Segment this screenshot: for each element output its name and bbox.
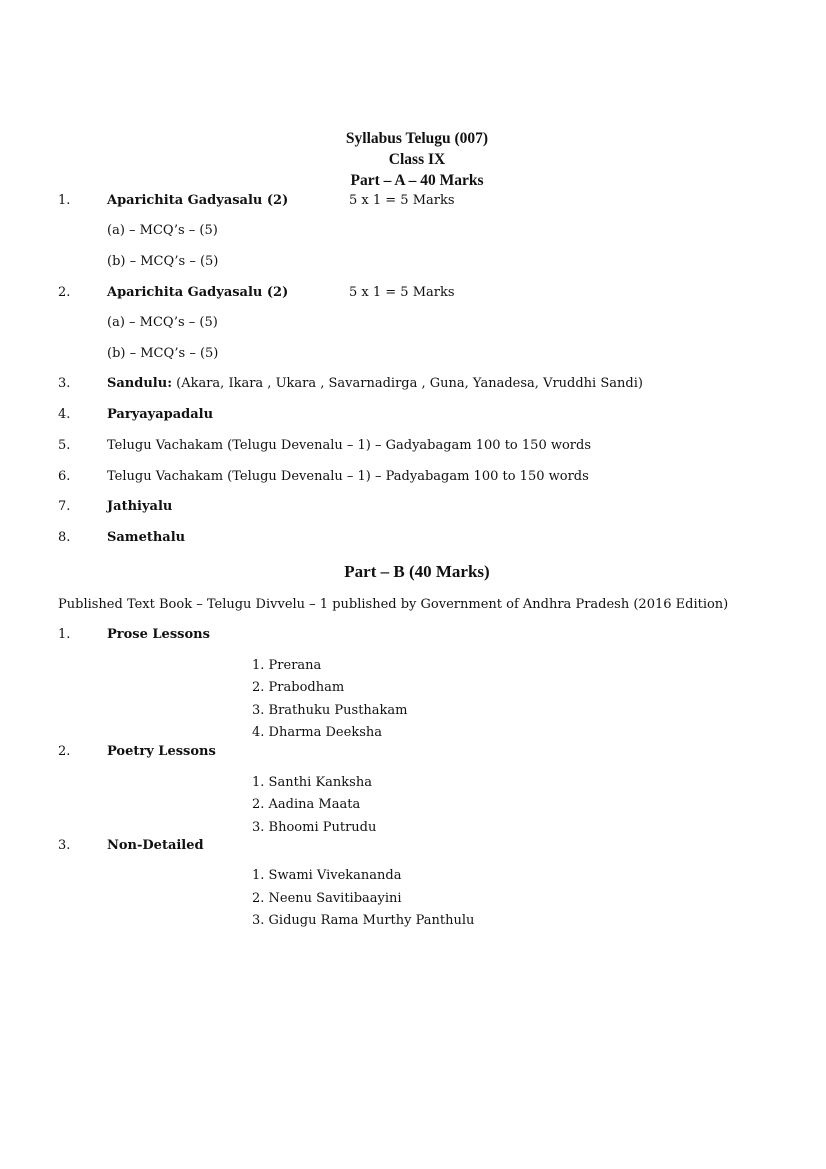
section-number: 1. bbox=[58, 627, 71, 642]
item-label: Jathiyalu bbox=[107, 499, 173, 514]
item-label: Paryayapadalu bbox=[107, 407, 214, 422]
item-number: 1. bbox=[58, 193, 71, 208]
published-text-book: Published Text Book – Telugu Divvelu – 1 published by Government of Andhra Pradesh (2016 Edition) bbox=[58, 597, 729, 612]
lesson-item: 2. Neenu Savitibaayini bbox=[252, 891, 402, 906]
section-label: Prose Lessons bbox=[107, 627, 210, 642]
sub-item: (a) – MCQ’s – (5) bbox=[107, 223, 218, 238]
item-number: 2. bbox=[58, 285, 71, 300]
item-number: 5. bbox=[58, 438, 71, 453]
lesson-item: 1. Swami Vivekananda bbox=[252, 868, 402, 883]
document-title: Syllabus Telugu (007) bbox=[345, 130, 489, 147]
section-label: Non-Detailed bbox=[107, 838, 204, 853]
item-label: Sandulu: bbox=[107, 376, 172, 391]
item-number: 3. bbox=[58, 376, 71, 391]
section-number: 3. bbox=[58, 838, 71, 853]
item-number: 8. bbox=[58, 530, 71, 545]
lesson-item: 2. Prabodham bbox=[252, 680, 345, 695]
lesson-item: 1. Santhi Kanksha bbox=[252, 775, 372, 790]
part-a-heading: Part – A – 40 Marks bbox=[350, 172, 484, 189]
sub-item: (a) – MCQ’s – (5) bbox=[107, 315, 218, 330]
lesson-item: 3. Gidugu Rama Murthy Panthulu bbox=[252, 913, 475, 928]
lesson-item: 2. Aadina Maata bbox=[252, 797, 361, 812]
item-text: Telugu Vachakam (Telugu Devenalu – 1) – Padyabagam 100 to 150 words bbox=[107, 469, 589, 484]
item-label: Samethalu bbox=[107, 530, 186, 545]
sub-item: (b) – MCQ’s – (5) bbox=[107, 346, 219, 361]
class-heading: Class IX bbox=[388, 151, 446, 168]
item-detail: (Akara, Ikara , Ukara , Savarnadirga , Guna, Yanadesa, Vruddhi Sandi) bbox=[172, 376, 643, 391]
item-marks: 5 x 1 = 5 Marks bbox=[349, 193, 455, 208]
part-b-heading: Part – B (40 Marks) bbox=[344, 562, 490, 581]
section-number: 2. bbox=[58, 744, 71, 759]
section-label: Poetry Lessons bbox=[107, 744, 216, 759]
item-label: Aparichita Gadyasalu (2) bbox=[107, 193, 289, 208]
lesson-item: 3. Bhoomi Putrudu bbox=[252, 820, 377, 835]
item-number: 6. bbox=[58, 469, 71, 484]
lesson-item: 4. Dharma Deeksha bbox=[252, 725, 382, 740]
item-label: Aparichita Gadyasalu (2) bbox=[107, 285, 289, 300]
lesson-item: 3. Brathuku Pusthakam bbox=[252, 703, 408, 718]
item-number: 7. bbox=[58, 499, 71, 514]
item-number: 4. bbox=[58, 407, 71, 422]
item-text: Telugu Vachakam (Telugu Devenalu – 1) – Gadyabagam 100 to 150 words bbox=[107, 438, 592, 453]
sub-item: (b) – MCQ’s – (5) bbox=[107, 254, 219, 269]
item-marks: 5 x 1 = 5 Marks bbox=[349, 285, 455, 300]
item-text bbox=[107, 376, 643, 391]
lesson-item: 1. Prerana bbox=[252, 658, 322, 673]
